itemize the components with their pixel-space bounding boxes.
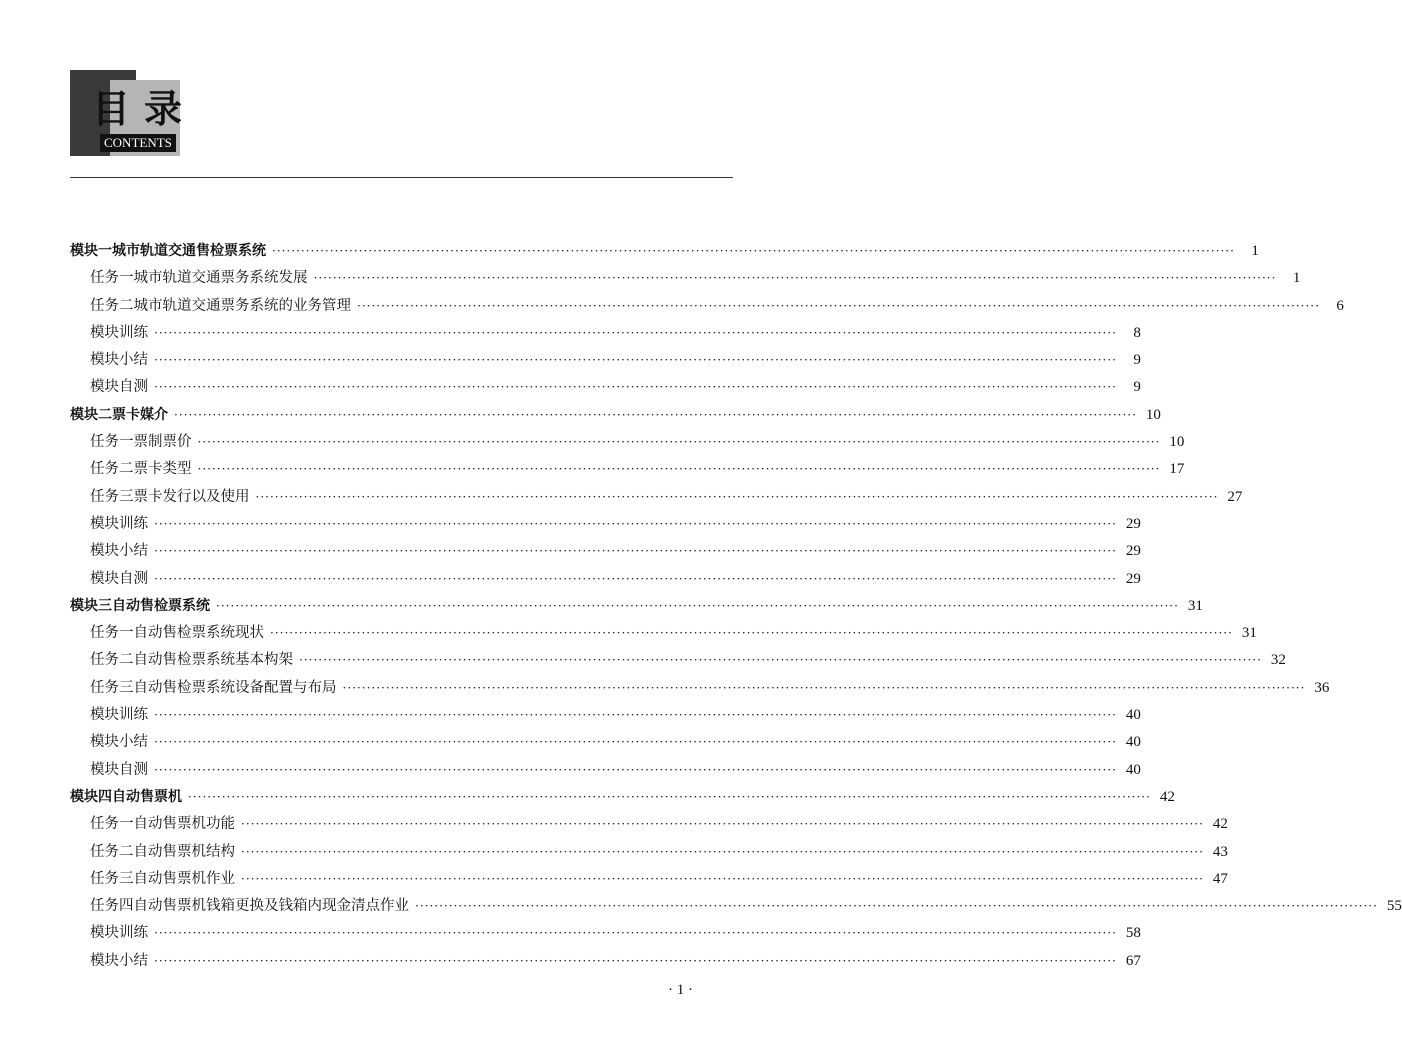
toc-entry-page: 31	[1187, 597, 1203, 614]
toc-entry-page: 40	[1125, 734, 1141, 751]
toc-entry-page: 40	[1125, 707, 1141, 724]
toc-entry-page: 9	[1133, 352, 1141, 369]
toc-task-entry[interactable]	[70, 511, 1141, 538]
toc-entry-title: 票制票价	[133, 434, 192, 451]
toc-module-entry[interactable]	[70, 238, 1259, 265]
contents-heading	[70, 70, 200, 165]
page-subtitle: CONTENTS	[100, 134, 176, 152]
toc-task-entry[interactable]	[70, 948, 1141, 975]
toc-entry-label: 任务一	[90, 816, 134, 833]
toc-entry-label: 模块四	[70, 788, 112, 805]
toc-task-entry[interactable]	[70, 620, 1257, 647]
toc-entry-title: 自动售检票系统现状	[133, 625, 264, 642]
toc-leader-dots: ········································································································································································································	[154, 544, 1117, 559]
toc-entry-title: 模块小结	[90, 952, 148, 969]
toc-leader-dots: ········································································································································································································	[154, 325, 1117, 340]
toc-leader-dots: ········································································································································································································	[241, 871, 1204, 886]
toc-entry-title: 模块小结	[90, 352, 148, 369]
toc-entry-page: 6	[1336, 297, 1344, 314]
toc-entry-label: 任务二	[90, 297, 134, 314]
toc-leader-dots: ········································································································································································································	[188, 789, 1151, 804]
toc-task-entry[interactable]	[70, 429, 1185, 456]
toc-task-entry[interactable]	[70, 702, 1141, 729]
toc-entry-page: 32	[1270, 652, 1286, 669]
toc-entry-page: 9	[1133, 379, 1141, 396]
toc-leader-dots: ········································································································································································································	[154, 516, 1117, 531]
toc-entry-page: 27	[1227, 488, 1243, 505]
page-title: 目录	[92, 86, 197, 131]
toc-task-entry[interactable]	[70, 347, 1141, 374]
toc-leader-dots: ········································································································································································································	[415, 899, 1378, 914]
toc-leader-dots: ········································································································································································································	[241, 844, 1204, 859]
toc-entry-label: 任务四	[90, 898, 134, 915]
toc-entry-label: 模块二	[70, 406, 112, 423]
toc-entry-label: 任务一	[90, 270, 134, 287]
toc-entry-page: 36	[1314, 679, 1330, 696]
toc-entry-title: 自动售检票系统基本构架	[133, 652, 293, 669]
toc-entry-title: 城市轨道交通票务系统发展	[133, 270, 308, 287]
toc-leader-dots: ········································································································································································································	[154, 571, 1117, 586]
toc-entry-page: 40	[1125, 761, 1141, 778]
toc-module-entry[interactable]	[70, 784, 1175, 811]
toc-entry-title: 城市轨道交通售检票系统	[112, 243, 266, 259]
toc-leader-dots: ········································································································································································································	[299, 653, 1262, 668]
toc-task-entry[interactable]	[70, 484, 1243, 511]
toc-entry-page: 43	[1212, 843, 1228, 860]
toc-task-entry[interactable]	[70, 566, 1141, 593]
toc-entry-page: 1	[1292, 270, 1301, 287]
toc-entry-page: 58	[1125, 925, 1141, 942]
toc-task-entry[interactable]	[70, 839, 1228, 866]
toc-entry-label: 任务一	[90, 434, 134, 451]
toc-entry-label: 任务三	[90, 679, 134, 696]
toc-leader-dots: ········································································································································································································	[313, 271, 1277, 286]
toc-leader-dots: ········································································································································································································	[154, 380, 1117, 395]
toc-entry-label: 任务二	[90, 461, 134, 478]
toc-task-entry[interactable]	[70, 456, 1185, 483]
toc-entry-page: 31	[1241, 625, 1257, 642]
toc-entry-page: 67	[1125, 952, 1141, 969]
toc-entry-title: 模块小结	[90, 543, 148, 560]
toc-leader-dots: ········································································································································································································	[272, 244, 1235, 258]
toc-leader-dots: ········································································································································································································	[342, 680, 1306, 695]
toc-entry-label: 模块一	[70, 243, 112, 259]
toc-entry-title: 自动售票机结构	[133, 843, 235, 860]
toc-entry-page: 42	[1159, 788, 1175, 805]
toc-task-entry[interactable]	[70, 920, 1141, 947]
toc-task-entry[interactable]	[70, 675, 1330, 702]
toc-entry-page: 29	[1125, 543, 1141, 560]
toc-entry-title: 自动售检票系统设备配置与布局	[133, 679, 337, 696]
toc-task-entry[interactable]	[70, 647, 1286, 674]
toc-entry-page: 47	[1212, 870, 1228, 887]
toc-entry-page: 29	[1125, 570, 1141, 587]
toc-leader-dots: ········································································································································································································	[154, 708, 1117, 723]
toc-entry-label: 任务二	[90, 843, 134, 860]
toc-entry-label: 模块三	[70, 597, 112, 614]
toc-entry-page: 29	[1125, 515, 1141, 532]
page-number: · 1 ·	[668, 982, 693, 998]
toc-entry-label: 任务一	[90, 625, 134, 642]
toc-entry-title: 城市轨道交通票务系统的业务管理	[133, 297, 351, 314]
toc-leader-dots: ········································································································································································································	[197, 462, 1161, 477]
toc-leader-dots: ········································································································································································································	[154, 926, 1117, 941]
toc-entry-page: 10	[1145, 406, 1161, 423]
toc-task-entry[interactable]	[70, 811, 1228, 838]
toc-task-entry[interactable]	[70, 757, 1141, 784]
toc-entry-label: 任务三	[90, 488, 134, 505]
toc-entry-title: 自动售票机钱箱更换及钱箱内现金清点作业	[133, 898, 409, 915]
toc-entry-page: 8	[1133, 324, 1141, 341]
toc-leader-dots: ········································································································································································································	[174, 407, 1137, 422]
toc-entry-page: 10	[1169, 434, 1185, 451]
toc-entry-title: 票卡发行以及使用	[133, 488, 250, 505]
toc-entry-title: 票卡类型	[133, 461, 192, 478]
toc-entry-page: 42	[1212, 816, 1228, 833]
toc-task-entry[interactable]	[70, 293, 1344, 320]
toc-entry-title: 模块自测	[90, 761, 148, 778]
toc-leader-dots: ········································································································································································································	[197, 435, 1161, 450]
toc-leader-dots: ········································································································································································································	[154, 735, 1117, 750]
toc-entry-page: 1	[1251, 243, 1259, 259]
toc-entry-title: 模块自测	[90, 570, 148, 587]
toc-entry-title: 模块训练	[90, 515, 148, 532]
toc-leader-dots: ········································································································································································································	[241, 817, 1204, 832]
toc-leader-dots: ········································································································································································································	[270, 626, 1233, 641]
toc-module-entry[interactable]	[70, 593, 1203, 620]
toc-task-entry[interactable]	[70, 729, 1141, 756]
toc-entry-page: 17	[1169, 461, 1185, 478]
toc-task-entry[interactable]	[70, 538, 1141, 565]
toc-task-entry[interactable]	[70, 893, 1402, 920]
toc-entry-title: 自动售票机作业	[133, 870, 235, 887]
toc-module-entry[interactable]	[70, 402, 1161, 429]
toc-entry-title: 自动售票机功能	[133, 816, 235, 833]
toc-entry-label: 任务二	[90, 652, 134, 669]
toc-entry-title: 模块训练	[90, 707, 148, 724]
toc-leader-dots: ········································································································································································································	[154, 762, 1117, 777]
toc-task-entry[interactable]	[70, 374, 1141, 401]
toc-task-entry[interactable]	[70, 265, 1301, 292]
toc-entry-title: 自动售检票系统	[112, 597, 210, 614]
toc-entry-title: 模块小结	[90, 734, 148, 751]
toc-leader-dots: ········································································································································································································	[255, 489, 1219, 504]
toc-entry-label: 任务三	[90, 870, 134, 887]
table-of-contents	[70, 238, 1402, 975]
toc-task-entry[interactable]	[70, 866, 1228, 893]
toc-entry-page: 55	[1386, 898, 1402, 915]
toc-leader-dots: ········································································································································································································	[154, 953, 1117, 968]
toc-entry-title: 模块训练	[90, 925, 148, 942]
toc-leader-dots: ········································································································································································································	[154, 353, 1117, 368]
toc-leader-dots: ········································································································································································································	[357, 298, 1320, 313]
toc-entry-title: 模块训练	[90, 324, 148, 341]
toc-entry-title: 模块自测	[90, 379, 148, 396]
header-divider	[70, 177, 733, 178]
toc-entry-title: 自动售票机	[112, 788, 182, 805]
toc-leader-dots: ········································································································································································································	[216, 598, 1179, 613]
toc-task-entry[interactable]	[70, 320, 1141, 347]
toc-entry-title: 票卡媒介	[112, 406, 168, 423]
